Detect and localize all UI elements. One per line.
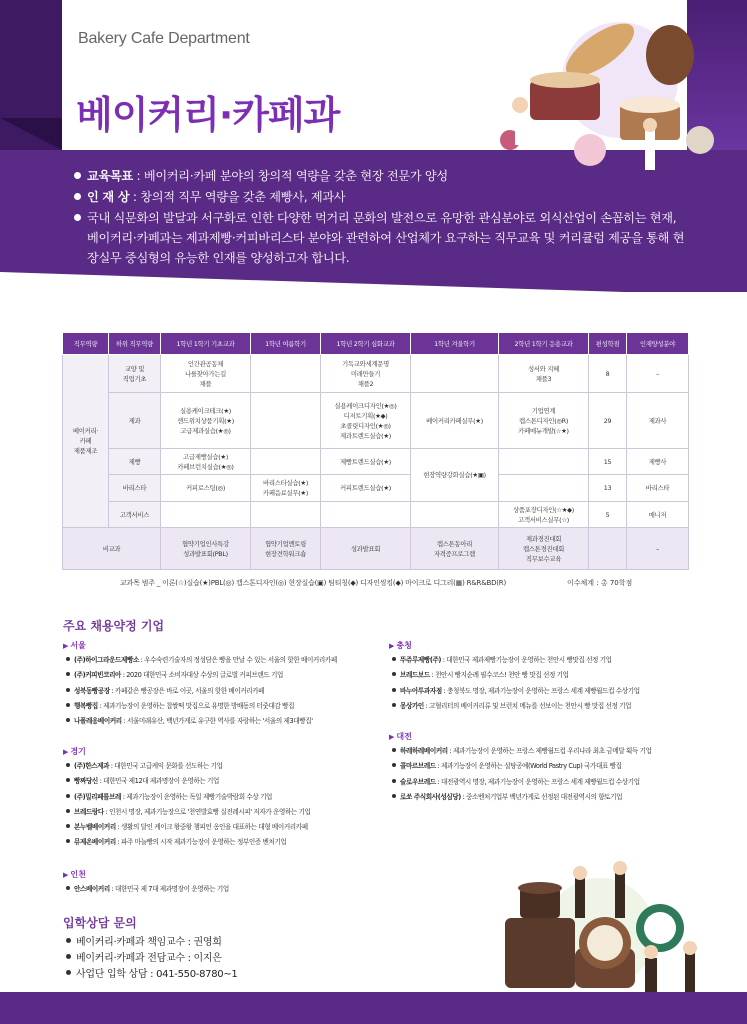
field-cell: 제빵사 (627, 449, 689, 475)
cell-line: 미래만들기 (350, 369, 381, 378)
company-name: 하레하레베이커리 (400, 747, 448, 755)
bullet-icon (392, 779, 396, 783)
bullet-icon (392, 657, 396, 661)
field-cell: 제과사 (627, 393, 689, 449)
table-cell: 커피트렌드실습(★) (321, 475, 411, 502)
sub-competency-cell: 고객서비스 (109, 502, 161, 528)
column-header: 인재양성분야 (627, 333, 689, 355)
cell-line: 채플2 (357, 379, 374, 388)
department-english-name: Bakery Cafe Department (78, 30, 250, 47)
company-name: 뚜쥬루제빵(주) (400, 656, 442, 664)
description-line: 장실무 중심형의 유능한 인재를 양성하고자 합니다. (87, 251, 350, 265)
company-description: : 고혈리터의 베이커리류 및 브런치 메뉴를 선보이는 천안시 빵 맛집 선정 기업 (423, 701, 632, 710)
region-heading-gyeonggi (63, 746, 86, 757)
education-goal-text: : 베이커리·카페 분야의 창의적 역량을 갖춘 현장 전문가 양성 (132, 169, 448, 183)
company-list-incheon (66, 882, 229, 897)
company-name: 본누벨베이커리 (74, 823, 116, 832)
table-cell: 현장역량강화실습(★▣) (411, 449, 499, 502)
company-item (392, 684, 640, 699)
table-cell (499, 475, 589, 502)
field-cell: – (627, 528, 689, 570)
column-header: 1학년 1학기 기초교과 (161, 333, 251, 355)
company-name: 콜마르브레드 (400, 762, 436, 771)
company-item (66, 668, 337, 683)
table-cell (411, 528, 499, 570)
company-name: 뮤제온베이커리 (74, 838, 116, 847)
company-description: : 중소벤처기업부 백년가게로 선정된 대전광역시의 향토기업 (460, 792, 623, 801)
column-header: 직무역량 (63, 333, 109, 355)
company-name: (주)한스제과 (74, 762, 110, 770)
field-cell: – (627, 355, 689, 393)
table-cell (251, 475, 321, 502)
table-cell (321, 355, 411, 393)
cell-line: 카페 (79, 437, 92, 445)
table-row (63, 355, 689, 393)
region-heading-daejeon (389, 731, 412, 742)
company-description: : 대전광역시 명장, 제과기능장이 운영하는 프랑스 세계 제빵월드컵 수상기업 (435, 777, 640, 786)
cell-line: 제과트렌드실습(★) (340, 431, 391, 440)
company-name: 로쏘 주식회사(성심당) (400, 792, 461, 801)
company-description: : 대한민국 제12대 제과명장이 운영하는 기업 (97, 777, 219, 786)
cell-line: 기업연계 (531, 406, 556, 415)
bullet-icon (392, 688, 396, 692)
cell-line: 인간관공동체 (187, 359, 224, 368)
company-description: : 제과기능장이 운영하는 프랑스 제빵월드컵 우리나라 최초 금메달 획득 기업 (447, 747, 652, 755)
sub-competency-cell: 바리스타 (109, 475, 161, 502)
column-header: 편성학점 (589, 333, 627, 355)
table-cell (321, 502, 411, 528)
cell-line: 채플3 (535, 374, 552, 383)
cell-line: 교양 및 (124, 364, 145, 373)
company-item (392, 699, 640, 714)
field-cell: 바리스타 (627, 475, 689, 502)
cell-line: 샌드위치상품기획(★) (177, 416, 234, 425)
cell-line: 디저트기획(★◆) (343, 411, 388, 420)
table-row (63, 528, 689, 570)
department-description (74, 208, 704, 268)
company-name: 행복빵집 (74, 701, 98, 710)
company-item (66, 805, 311, 820)
bullet-icon (392, 794, 396, 798)
company-name: 바누아투과자점 (400, 686, 442, 695)
bullet-icon (392, 703, 396, 707)
bullet-icon (66, 839, 70, 843)
company-description: : 제과기능장이 운영하는 설탕공예(World Pastry Cup) 국가대표 빵집 (435, 762, 622, 771)
contact-text: 사업단 입학 상담 : 041-550-8780~1 (76, 969, 238, 980)
table-cell (499, 355, 589, 393)
cell-line: 베이커리· (72, 427, 99, 435)
talent-profile (74, 187, 345, 207)
cell-line: 바리스타실습(★) (262, 479, 309, 487)
bullet-icon (66, 938, 71, 943)
region-name: 인천 (70, 870, 86, 879)
table-cell: 베이커리카페실무(★) (411, 393, 499, 449)
company-name: (주)밀리페를브레 (74, 792, 122, 801)
triangle-icon: ▶ (389, 642, 395, 650)
employment-section-title: 주요 채용약정 기업 (63, 619, 165, 633)
company-description: : 서울미래유산, 백년가게로 유구한 역사를 자랑하는 '서울의 제3대빵집' (121, 717, 313, 726)
company-name: 나폴레옹베이커리 (74, 717, 122, 726)
column-header: 2학년 1학기 응용교과 (499, 333, 589, 355)
company-item (66, 820, 311, 835)
education-goal-label: 교육목표 (87, 169, 133, 183)
bullet-icon (66, 824, 70, 828)
table-cell (251, 449, 321, 475)
table-cell (499, 393, 589, 449)
cell-line: 제과경진대회 (525, 534, 562, 543)
cell-line: 고급제빵실습(★) (182, 452, 229, 461)
column-header: 1학년 2학기 심화교과 (321, 333, 411, 355)
table-cell (499, 449, 589, 475)
table-row (63, 449, 689, 475)
bullet-icon (66, 672, 70, 676)
column-header: 하위 직무역량 (109, 333, 161, 355)
company-item (66, 684, 337, 699)
credit-cell: 8 (589, 355, 627, 393)
region-heading-chungcheong (389, 640, 412, 651)
description-line (74, 208, 704, 228)
cell-line: 고객서비스실무(☆) (518, 515, 569, 524)
cell-line: 고급제과실습(★◎) (180, 426, 231, 435)
cell-line: 성과발표회(PBL) (183, 549, 228, 558)
department-korean-name: 베이커리·카페과 (76, 93, 340, 137)
cell-line: 카페브런치실습(★◎) (177, 462, 234, 471)
cell-line: 카페음료실무(★) (262, 489, 309, 497)
company-name: 슬로우브레드 (400, 777, 436, 786)
triangle-icon: ▶ (389, 733, 395, 741)
company-description: : 대한민국 고급케익 문화를 선도하는 기업 (109, 762, 223, 770)
contact-text: 베이커리·카페과 책임교수 : 권영희 (76, 937, 222, 948)
company-item (66, 790, 311, 805)
table-header-row (63, 333, 689, 355)
cell-line: 직업기초 (122, 374, 147, 383)
cell-line: 실용케이크디자인(★◎) (334, 401, 397, 410)
bullet-icon (392, 748, 396, 752)
credit-cell: 5 (589, 502, 627, 528)
company-item (392, 775, 652, 790)
company-item (66, 835, 311, 850)
company-description: : 제과기능장이 운영하는 독일 제빵기술박람회 수상 기업 (121, 792, 273, 801)
table-cell (251, 355, 321, 393)
contact-item (66, 951, 238, 967)
company-item (66, 653, 337, 668)
cell-line: 협약기업인사특강 (182, 539, 229, 548)
triangle-icon: ▶ (63, 748, 69, 756)
bullet-icon (66, 688, 70, 692)
credit-cell (589, 528, 627, 570)
table-cell (161, 355, 251, 393)
talent-profile-text: : 창의적 직무 역량을 갖춘 제빵사, 제과사 (129, 190, 346, 204)
region-name: 충청 (396, 641, 412, 650)
company-item (66, 882, 229, 897)
region-name: 대전 (396, 732, 412, 741)
header-banner (0, 0, 747, 292)
triangle-icon: ▶ (63, 642, 69, 650)
company-item (66, 699, 337, 714)
region-heading-incheon (63, 869, 86, 880)
education-goal (74, 166, 448, 186)
column-header: 1학년 겨울학기 (411, 333, 499, 355)
company-item (392, 668, 640, 683)
contact-list (66, 935, 238, 983)
company-item (392, 759, 652, 774)
table-cell (251, 393, 321, 449)
table-cell (161, 449, 251, 475)
company-description: : 충청북도 명장, 제과기능장이 운영하는 프랑스 세계 제빵월드컵 수상기업 (441, 686, 640, 695)
bullet-icon (66, 886, 70, 890)
table-cell (161, 528, 251, 570)
description-line: 베이커리·카페과는 제과제빵·커피바리스타 분야와 관련하여 산업체가 요구하는 직무교육 및 커리큘럼 제공을 통해 현 (87, 231, 685, 245)
company-name: (주)커피빈코리아 (74, 671, 122, 680)
header-fold-shadow (0, 118, 62, 150)
bullet-icon (66, 794, 70, 798)
cell-line: 나를찾아가는길 (184, 369, 227, 378)
sub-competency-cell (109, 355, 161, 393)
company-item (392, 653, 640, 668)
contact-item (66, 935, 238, 951)
cell-line: 채플 (199, 379, 212, 388)
credit-cell: 29 (589, 393, 627, 449)
table-cell (251, 502, 321, 528)
cell-line: 자격증프로그램 (433, 549, 476, 558)
bullet-icon (66, 809, 70, 813)
table-cell (321, 393, 411, 449)
cell-line: 캡스톤디자인(◎R) (518, 416, 569, 425)
company-list-daejeon (392, 744, 652, 805)
competency-group-cell (63, 355, 109, 528)
company-list-chungcheong (392, 653, 640, 714)
table-cell (499, 528, 589, 570)
table-cell: 성과발표회 (321, 528, 411, 570)
company-item (66, 714, 337, 729)
bullet-icon (74, 172, 81, 179)
credit-cell: 15 (589, 449, 627, 475)
bullet-icon (66, 970, 71, 975)
company-description: : 대한민국 제과제빵기능장이 운영하는 천안시 빵맛집 선정 기업 (441, 656, 612, 664)
company-name: 브레드랑다 (74, 807, 104, 816)
table-cell (499, 502, 589, 528)
cell-line: 현장견학워크숍 (264, 549, 307, 558)
cell-line: 캡스톤경진대회 (522, 544, 565, 553)
coffee-illustration (480, 848, 710, 998)
region-name: 경기 (70, 747, 86, 756)
sub-competency-cell: 제과 (109, 393, 161, 449)
description-line-text: 국내 식문화의 발달과 서구화로 인한 다양한 먹거리 문화의 발전으로 유망한 관심분야로 외식산업이 손꼽히는 현재, (87, 211, 677, 225)
table-row (63, 475, 689, 502)
company-name: 몽상가인 (400, 701, 424, 710)
table-cell: 커피로스팅(◎) (161, 475, 251, 502)
table-cell (161, 393, 251, 449)
cell-line: 협약기업멘토링 (264, 539, 307, 548)
credit-cell: 13 (589, 475, 627, 502)
company-item (66, 759, 311, 774)
cell-line: 성서와 지혜 (527, 364, 560, 373)
table-cell: 제빵트렌드실습(★) (321, 449, 411, 475)
table-cell (411, 355, 499, 393)
cell-line: 초콜릿디자인(★◎) (340, 421, 391, 430)
total-credits: 이수체계 : 총 70학점 (567, 579, 633, 587)
company-item (392, 744, 652, 759)
contact-section-title: 입학상담 문의 (63, 916, 137, 930)
company-description: : 우수숙련기술자의 정성담은 빵을 만날 수 있는 서울의 핫한 베이커리카페 (138, 656, 337, 664)
company-description: : 2020 대한민국 소비자대상 수상의 글로벌 커피브랜드 기업 (121, 671, 283, 680)
column-header: 1학년 여름학기 (251, 333, 321, 355)
company-description: : 카페같은 빵공장은 바로 이곳, 서울의 핫한 베이커리카페 (109, 686, 265, 695)
company-description: : 대한민국 제 7대 제과명장이 운영하는 기업 (109, 885, 229, 893)
table-cell (411, 502, 499, 528)
contact-item (66, 967, 238, 983)
contact-text: 베이커리·카페과 전담교수 : 이지은 (76, 953, 222, 964)
table-row (63, 502, 689, 528)
sub-competency-cell: 제빵 (109, 449, 161, 475)
cell-line: 카페메뉴개발(☆★) (518, 426, 569, 435)
course-category-legend: 교과목 범주 _ 이론(☆)실습(★)PBL(◎) 캡스톤디자인(◎) 현장실습(▣) 팀티칭(◆) 디자인씽킹(◆) 마이크로 디그리(▦) R&R&BD(R) (120, 579, 507, 587)
company-description: : 파주 마늘빵의 시작 제과기능장이 운영하는 정부인증 벤처기업 (115, 838, 287, 847)
bullet-icon (66, 718, 70, 722)
bullet-icon (74, 214, 81, 221)
bullet-icon (66, 763, 70, 767)
bullet-icon (74, 193, 81, 200)
region-name: 서울 (70, 641, 86, 650)
bullet-icon (66, 778, 70, 782)
cell-line: 기독교와세계문명 (342, 359, 389, 368)
company-name: 성북동빵공장 (74, 686, 110, 695)
company-description: : 인천시 명장, 제과기능장으로 '천연발효빵 실전레시피' 저자가 운영하는 기업 (103, 807, 311, 816)
bullet-icon (392, 672, 396, 676)
company-description: : 제과기능장이 운영하는 찹쌀떡 맛집으로 유명한 방배동의 터줏대감 빵집 (97, 701, 295, 710)
cell-line: 직무보수교육 (525, 554, 562, 563)
cell-line: 제품제조 (73, 447, 98, 455)
company-name: 빵짜당신 (74, 777, 98, 786)
table-cell (251, 528, 321, 570)
bullet-icon (392, 763, 396, 767)
company-item (392, 790, 652, 805)
company-name: 안스베이커리 (74, 885, 110, 893)
table-cell (161, 502, 251, 528)
cell-line: 실용케이크테크(★) (180, 406, 231, 415)
cell-line: 캡스톤동아리 (436, 539, 473, 548)
extracurricular-label-cell: 비교과 (63, 528, 161, 570)
cell-line: 상품포장디자인(☆★◆) (513, 505, 574, 514)
company-description: : 생활의 달인 케이크 왕중왕 챔피언 옹인을 대표하는 대형 베이커리카페 (115, 823, 308, 832)
talent-profile-label: 인 재 상 (87, 190, 130, 204)
company-name: (주)하이그라운드제빵소 (74, 656, 139, 664)
company-list-gyeonggi (66, 759, 311, 851)
company-list-seoul (66, 653, 337, 729)
company-name: 브레드보드 (400, 671, 430, 680)
region-heading-seoul (63, 640, 86, 651)
triangle-icon: ▶ (63, 871, 69, 879)
field-cell: 매니저 (627, 502, 689, 528)
bullet-icon (66, 657, 70, 661)
company-description: : 천안시 빵지순례 필수코스! 천안 빵 맛집 선정 기업 (429, 671, 569, 680)
table-row (63, 393, 689, 449)
footer-bar (0, 992, 747, 1024)
curriculum-table (62, 332, 689, 570)
bullet-icon (66, 703, 70, 707)
company-item (66, 774, 311, 789)
bakery-illustration (470, 10, 720, 190)
bullet-icon (66, 954, 71, 959)
